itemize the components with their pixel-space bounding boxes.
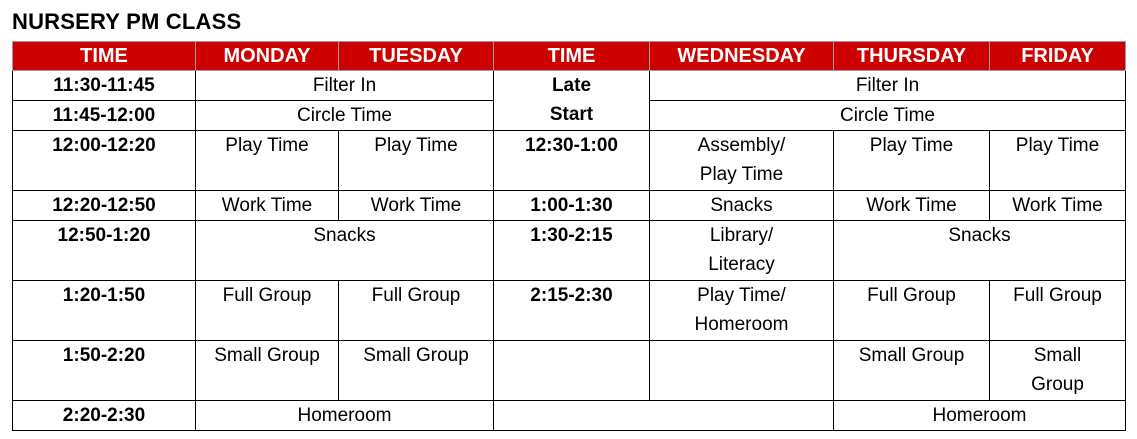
late-start-line-1: Late xyxy=(551,75,592,96)
friday-cell: Full Group xyxy=(990,281,1126,341)
header-time: TIME xyxy=(13,42,196,71)
thursday-cell: Full Group xyxy=(834,281,990,341)
wed-fri-cell: Filter In xyxy=(650,71,1126,101)
monday-cell: Full Group xyxy=(196,281,339,341)
wednesday-line-2: Literacy xyxy=(708,254,775,275)
monday-cell: Small Group xyxy=(196,341,339,401)
time-cell-2: 1:00-1:30 xyxy=(494,191,650,221)
page-title: NURSERY PM CLASS xyxy=(12,9,242,34)
header-monday: MONDAY xyxy=(196,42,339,71)
time-cell-2: 12:30-1:00 xyxy=(494,131,650,191)
tuesday-cell: Work Time xyxy=(339,191,494,221)
friday-cell: Work Time xyxy=(990,191,1126,221)
header-tuesday: TUESDAY xyxy=(339,42,494,71)
wednesday-cell xyxy=(650,281,834,341)
wednesday-cell: Snacks xyxy=(650,191,834,221)
mon-tue-cell: Filter In xyxy=(196,71,494,101)
table-row xyxy=(13,281,1126,341)
table-row xyxy=(13,131,1126,191)
thursday-cell: Play Time xyxy=(834,131,990,191)
wednesday-cell xyxy=(650,221,834,281)
monday-cell: Play Time xyxy=(196,131,339,191)
header-time-2: TIME xyxy=(494,42,650,71)
wednesday-line-2: Homeroom xyxy=(694,314,789,335)
time-cell: 12:50-1:20 xyxy=(13,221,196,281)
tuesday-cell: Play Time xyxy=(339,131,494,191)
header-row xyxy=(13,42,1126,71)
time-cell: 12:20-12:50 xyxy=(13,191,196,221)
thu-fri-cell: Homeroom xyxy=(834,401,1126,431)
time-cell-2: 1:30-2:15 xyxy=(494,221,650,281)
late-start-cell xyxy=(494,71,650,131)
friday-line-1: Small xyxy=(1033,345,1082,366)
mon-tue-cell: Homeroom xyxy=(196,401,494,431)
time-cell-2: 2:15-2:30 xyxy=(494,281,650,341)
wednesday-line-1: Assembly/ xyxy=(697,135,786,156)
time-cell: 11:45-12:00 xyxy=(13,101,196,131)
table-row xyxy=(13,191,1126,221)
thursday-cell: Work Time xyxy=(834,191,990,221)
wednesday-line-1: Library/ xyxy=(709,225,774,246)
thu-fri-cell: Snacks xyxy=(834,221,1126,281)
wednesday-cell xyxy=(650,341,834,401)
table-row xyxy=(13,221,1126,281)
monday-cell: Work Time xyxy=(196,191,339,221)
time-cell: 1:50-2:20 xyxy=(13,341,196,401)
tuesday-cell: Full Group xyxy=(339,281,494,341)
header-thursday: THURSDAY xyxy=(834,42,990,71)
table-row xyxy=(13,401,1126,431)
time-cell: 1:20-1:50 xyxy=(13,281,196,341)
time-cell: 2:20-2:30 xyxy=(13,401,196,431)
late-start-line-2: Start xyxy=(549,104,594,125)
table-row xyxy=(13,71,1126,101)
time-cell: 12:00-12:20 xyxy=(13,131,196,191)
time-cell-2 xyxy=(494,341,650,401)
schedule-table xyxy=(12,41,1126,431)
empty-cell xyxy=(494,401,834,431)
wednesday-cell xyxy=(650,131,834,191)
friday-line-2: Group xyxy=(1031,374,1084,395)
mon-tue-cell: Circle Time xyxy=(196,101,494,131)
mon-tue-cell: Snacks xyxy=(196,221,494,281)
wednesday-line-2: Play Time xyxy=(699,164,784,185)
tuesday-cell: Small Group xyxy=(339,341,494,401)
friday-cell xyxy=(990,341,1126,401)
header-friday: FRIDAY xyxy=(990,42,1126,71)
table-row xyxy=(13,341,1126,401)
wednesday-line-1: Play Time/ xyxy=(697,285,786,306)
thursday-cell: Small Group xyxy=(834,341,990,401)
wed-fri-cell: Circle Time xyxy=(650,101,1126,131)
friday-cell: Play Time xyxy=(990,131,1126,191)
time-cell: 11:30-11:45 xyxy=(13,71,196,101)
header-wednesday: WEDNESDAY xyxy=(650,42,834,71)
